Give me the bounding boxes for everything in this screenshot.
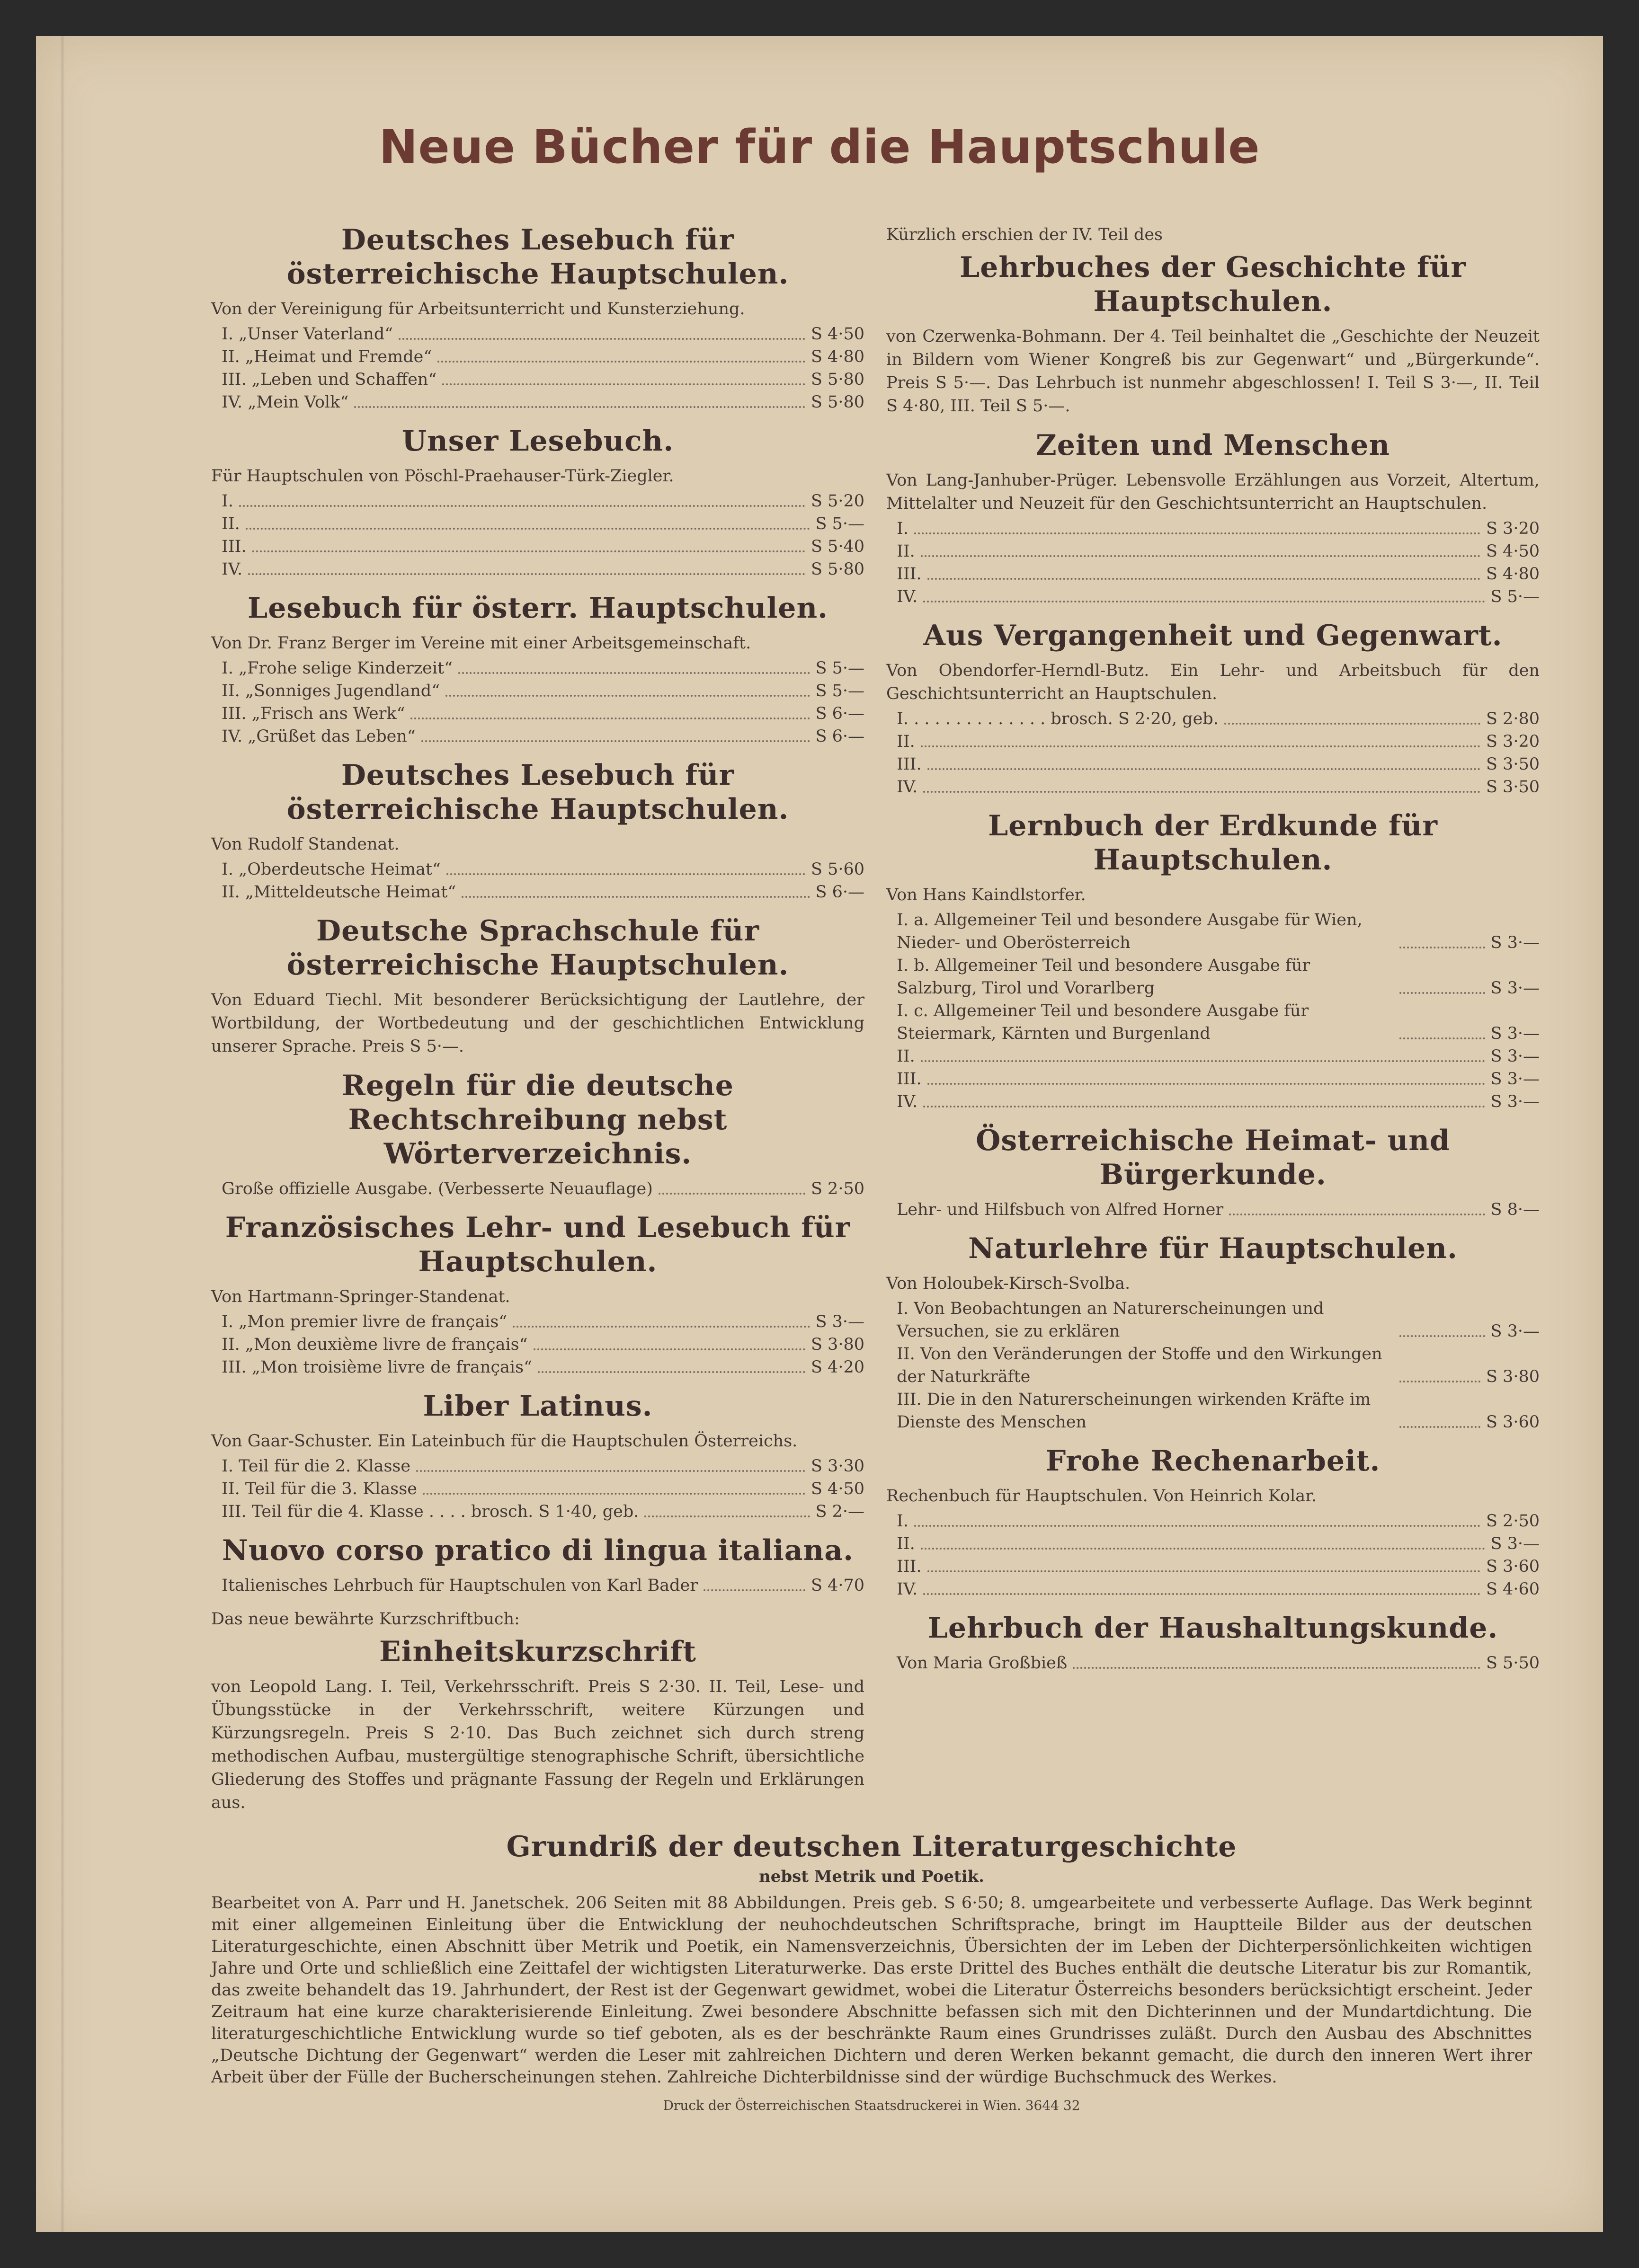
book-title: Naturlehre für Hauptschulen. (968, 1232, 1458, 1265)
price-row (886, 1388, 1540, 1434)
volume-label: III. Die in den Naturerscheinungen wirkenden Kräfte im Dienste des Menschen (897, 1390, 1371, 1432)
volume-label: I. b. Allgemeiner Teil und besondere Ausgabe für Salzburg, Tirol und Vorarlberg (897, 956, 1310, 998)
book-description: von Czerwenka-Bohmann. Der 4. Teil beinhaltet die „Geschichte der Neuzeit in Bildern vom Wiener Kongreß bis zur Gegenwart“ und „Bürgerkunde“. Preis S 5·—. Das Lehrbuch ist nunmehr abgeschlossen! I. Teil S 3·—, II. Teil S 4·80, III. Teil S 5·—. (886, 327, 1540, 416)
leader-dots (923, 1593, 1480, 1595)
price: S 3·— (1490, 1047, 1540, 1066)
book-section (886, 1124, 1540, 1221)
volume-label: I. „Frohe selige Kinderzeit“ (222, 659, 453, 678)
volume-label: I. „Mon premier livre de français“ (222, 1312, 508, 1331)
leader-dots (1399, 1381, 1480, 1382)
price-row (886, 909, 1540, 954)
price-row (886, 1297, 1540, 1343)
bottom-title: Grundriß der deutschen Literaturgeschichte (506, 1830, 1237, 1863)
leader-dots (445, 695, 810, 697)
book-section (886, 809, 1540, 1113)
leader-dots (927, 1083, 1485, 1085)
leader-dots (248, 573, 805, 575)
book-description: Rechenbuch für Hauptschulen. Von Heinrich Kolar. (886, 1487, 1317, 1506)
leader-dots (927, 1570, 1480, 1572)
volume-label: III. (897, 1070, 922, 1089)
book-section (211, 758, 864, 904)
price: S 3·— (1490, 1024, 1540, 1043)
leader-dots (437, 361, 805, 363)
leader-dots (1224, 723, 1480, 725)
leader-dots (914, 1525, 1480, 1527)
price-row (886, 1068, 1540, 1090)
volume-label: Lehr- und Hilfsbuch von Alfred Horner (897, 1200, 1224, 1219)
book-title: Lehrbuches der Geschichte für Hauptschulen. (960, 251, 1466, 318)
price: S 5·— (815, 514, 864, 533)
leader-dots (252, 550, 805, 552)
price: S 3·— (1490, 1534, 1540, 1553)
book-title: Deutsches Lesebuch für österreichische Hauptschulen. (286, 223, 789, 291)
book-title: Lernbuch der Erdkunde für Hauptschulen. (988, 809, 1438, 877)
price: S 3·— (1490, 933, 1540, 952)
price-row (211, 725, 864, 748)
volume-label: II. (897, 732, 915, 751)
leader-dots (513, 1326, 810, 1328)
price-row (886, 1555, 1540, 1578)
book-description: Von Eduard Tiechl. Mit besonderer Berücksichtigung der Lautlehre, der Wortbildung, der Wortbedeutung und der geschichtlichen Entwicklung unserer Sprache. Preis S 5·—. (211, 991, 864, 1056)
price-row (886, 708, 1540, 730)
price: S 5·— (1490, 587, 1540, 606)
price-row (211, 858, 864, 881)
book-section (886, 1231, 1540, 1434)
price-row (211, 558, 864, 581)
volume-label: II. (222, 514, 240, 533)
volume-label: IV. (897, 1092, 918, 1111)
price: S 3·50 (1486, 755, 1540, 774)
book-section (886, 1611, 1540, 1674)
price: S 3·80 (811, 1335, 864, 1354)
leader-dots (410, 718, 810, 719)
volume-label: IV. (897, 587, 918, 606)
price-row (886, 1578, 1540, 1601)
price-row (211, 1178, 864, 1200)
leader-dots (534, 1348, 805, 1350)
leader-dots (927, 768, 1480, 770)
price: S 4·50 (811, 1480, 864, 1498)
price-row (211, 1356, 864, 1379)
book-section (886, 223, 1540, 418)
book-title: Aus Vergangenheit und Gegenwart. (923, 619, 1503, 652)
book-section (211, 914, 864, 1058)
price-row (211, 1500, 864, 1523)
price: S 4·80 (1486, 565, 1540, 584)
leader-dots (923, 1106, 1485, 1107)
volume-label: I. „Oberdeutsche Heimat“ (222, 860, 441, 879)
price-row (211, 1333, 864, 1356)
book-title: Regeln für die deutsche Rechtschreibung nebst Wörterverzeichnis. (342, 1069, 734, 1170)
leader-dots (704, 1589, 805, 1591)
price: S 2·— (815, 1502, 864, 1521)
price: S 6·— (815, 727, 864, 746)
bottom-text: Bearbeitet von A. Parr und H. Janetschek. 206 Seiten mit 88 Abbildungen. Preis geb. S 6·50; 8. umgearbeitete und verbesserte Auflage. Das Werk beginnt mit einer allgemeinen Einleitung über die Entwicklung der neuhochdeutschen Schriftsprache, bringt im Hauptteile Bilder aus der deutschen Literaturgeschichte, einen Abschnitt über Metrik und Poetik, ein Namensverzeichnis, Übersichten der im Leben der Dichterpersönlichkeiten wichtigen Jahre und Orte und schließlich eine Zeittafel der wichtigsten Literaturwerke. Das erste Drittel des Buches enthält die deutsche Literatur bis zur Romantik, das zweite behandelt das 19. Jahrhundert, der Rest ist der Gegenwart gewidmet, wobei die Literatur Österreichs besonders berücksichtigt erscheint. Jeder Zeitraum hat eine kurze charakterisierende Einleitung. Zwei besondere Abschnitte befassen sich mit den Dichterinnen und der Mundartdichtung. Die literaturgeschichtliche Entwicklung wurde so tief geboten, als es der beschränkte Raum eines Grundrisses zuläßt. Durch den Ausbau des Abschnittes „Deutsche Dichtung der Gegenwart“ werden die Leser mit zahlreichen Dichtern und deren Werken bekannt gemacht, die durch den inneren Wert ihrer Arbeit über der Fülle der Bucherscheinungen stehen. Zahlreiche Dichterbildnisse sind der würdige Buchschmuck des Werkes. (211, 1894, 1532, 2087)
volume-label: III. Teil für die 4. Klasse . . . . brosch. S 1·40, geb. (222, 1502, 639, 1521)
volume-label: II. „Heimat und Fremde“ (222, 347, 432, 366)
price-row (886, 1510, 1540, 1533)
price-row (886, 954, 1540, 1000)
price-row (211, 1455, 864, 1478)
leader-dots (354, 406, 805, 408)
price: S 3·20 (1486, 519, 1540, 538)
volume-label: I. a. Allgemeiner Teil und besondere Ausgabe für Wien, Nieder- und Oberösterreich (897, 911, 1363, 952)
price-row (211, 346, 864, 368)
price-row (211, 680, 864, 702)
volume-label: I. (897, 519, 909, 538)
price-row (211, 535, 864, 558)
price-row (886, 776, 1540, 798)
book-title: Lesebuch für österr. Hauptschulen. (248, 592, 828, 625)
price-row (886, 753, 1540, 776)
volume-label: IV. (897, 778, 918, 797)
leader-dots (1399, 1037, 1485, 1039)
price-row (886, 1045, 1540, 1068)
book-section (211, 1211, 864, 1379)
volume-label: I. c. Allgemeiner Teil und besondere Ausgabe für Steiermark, Kärnten und Burgenland (897, 1001, 1309, 1043)
leader-dots (246, 528, 810, 530)
price-row (211, 1574, 864, 1597)
book-section (211, 424, 864, 581)
leader-dots (921, 745, 1480, 747)
leader-dots (644, 1515, 810, 1517)
bottom-section (211, 1830, 1532, 2113)
volume-label: III. „Mon troisième livre de français“ (222, 1358, 532, 1377)
volume-label: IV. (897, 1580, 918, 1599)
book-section (886, 619, 1540, 798)
price: S 5·80 (811, 560, 864, 579)
volume-label: II. „Mitteldeutsche Heimat“ (222, 883, 456, 902)
book-description: Von der Vereinigung für Arbeitsunterricht und Kunsterziehung. (211, 300, 745, 319)
price: S 6·— (815, 704, 864, 723)
price-row (886, 1000, 1540, 1045)
book-description: von Leopold Lang. I. Teil, Verkehrsschrift. Preis S 2·30. II. Teil, Lese- und Übungsstücke in der Verkehrsschrift, weitere Kürzungen und Kürzungsregeln. Preis S 2·10. Das Buch zeichnet sich durch streng methodischen Aufbau, mustergültige stenographische Schrift, übersichtliche Gliederung des Stoffes und prägnante Fassung der Regeln und Erklärungen aus. (211, 1677, 864, 1812)
leader-dots (921, 1060, 1485, 1062)
leader-dots (921, 555, 1480, 557)
price: S 4·80 (811, 347, 864, 366)
price: S 3·— (815, 1312, 864, 1331)
leader-dots (923, 601, 1485, 602)
volume-label: I. „Unser Vaterland“ (222, 325, 393, 344)
fold-line (61, 36, 64, 2232)
volume-label: III. (897, 565, 922, 584)
leader-dots (442, 383, 805, 385)
volume-label: III. „Frisch ans Werk“ (222, 704, 405, 723)
price: S 2·50 (1486, 1512, 1540, 1531)
leader-dots (921, 1548, 1485, 1550)
volume-label: I. . . . . . . . . . . . . . brosch. S 2·20, geb. (897, 709, 1219, 728)
leader-dots (423, 1493, 805, 1495)
price: S 3·20 (1486, 732, 1540, 751)
price-row (886, 1652, 1540, 1674)
leader-dots (399, 338, 805, 340)
price: S 3·— (1490, 1092, 1540, 1111)
volume-label: II. Teil für die 3. Klasse (222, 1480, 417, 1498)
price: S 5·— (815, 659, 864, 678)
book-description: Von Gaar-Schuster. Ein Lateinbuch für die Hauptschulen Österreichs. (211, 1432, 798, 1451)
price: S 4·50 (811, 325, 864, 344)
leader-dots (446, 873, 805, 875)
bottom-subtitle: nebst Metrik und Poetik. (758, 1867, 985, 1886)
price: S 5·20 (811, 492, 864, 511)
book-description: Von Hartmann-Springer-Standenat. (211, 1287, 510, 1306)
book-title: Liber Latinus. (423, 1390, 653, 1423)
price: S 3·60 (1486, 1413, 1540, 1432)
price: S 3·60 (1486, 1557, 1540, 1576)
poster-page (36, 36, 1603, 2232)
book-section (211, 1607, 864, 1815)
leader-dots (659, 1193, 805, 1195)
price-row (886, 585, 1540, 608)
leader-dots (462, 896, 810, 898)
book-description: Von Dr. Franz Berger im Vereine mit einer Arbeitsgemeinschaft. (211, 634, 751, 653)
book-section (211, 1533, 864, 1597)
intro-line: Kürzlich erschien der IV. Teil des (886, 225, 1163, 244)
book-title: Einheitskurzschrift (379, 1635, 696, 1668)
price: S 3·— (1490, 1070, 1540, 1089)
price-row (211, 881, 864, 904)
price: S 8·— (1490, 1200, 1540, 1219)
printer-note: Druck der Österreichischen Staatsdruckerei in Wien. 3644 32 (663, 2098, 1080, 2113)
page-title: Neue Bücher für die Hauptschule (379, 120, 1260, 174)
price: S 3·80 (1486, 1367, 1540, 1386)
book-description: Von Hans Kaindlstorfer. (886, 886, 1086, 904)
volume-label: III. (222, 537, 247, 556)
volume-label: IV. „Grüßet das Leben“ (222, 727, 416, 746)
leader-dots (421, 740, 810, 742)
price: S 2·80 (1486, 709, 1540, 728)
leader-dots (1229, 1214, 1485, 1215)
price: S 3·— (1490, 1322, 1540, 1341)
price: S 4·20 (811, 1358, 864, 1377)
leader-dots (1399, 1426, 1480, 1428)
left-column (211, 223, 864, 1825)
volume-label: I. Teil für die 2. Klasse (222, 1457, 411, 1476)
price-row (211, 368, 864, 391)
price: S 5·40 (811, 537, 864, 556)
book-section (211, 1069, 864, 1200)
leader-dots (1399, 992, 1485, 994)
price: S 5·— (815, 682, 864, 700)
volume-label: IV. „Mein Volk“ (222, 393, 349, 412)
price-row (211, 323, 864, 346)
price: S 4·70 (811, 1576, 864, 1595)
price-row (211, 702, 864, 725)
volume-label: Große offizielle Ausgabe. (Verbesserte Neuauflage) (222, 1179, 653, 1198)
volume-label: II. Von den Veränderungen der Stoffe und den Wirkungen der Naturkräfte (897, 1345, 1382, 1386)
price: S 3·50 (1486, 778, 1540, 797)
price: S 4·50 (1486, 542, 1540, 561)
volume-label: I. (897, 1512, 909, 1531)
book-title: Nuovo corso pratico di lingua italiana. (222, 1534, 854, 1567)
volume-label: I. (222, 492, 233, 511)
leader-dots (927, 578, 1480, 580)
volume-label: III. „Leben und Schaffen“ (222, 370, 437, 389)
book-section (211, 223, 864, 414)
intro-line: Das neue bewährte Kurzschriftbuch: (211, 1610, 520, 1629)
book-title: Österreichische Heimat- und Bürgerkunde. (976, 1124, 1450, 1191)
volume-label: IV. (222, 560, 243, 579)
price-row (886, 1343, 1540, 1388)
price: S 3·— (1490, 979, 1540, 998)
volume-label: II. (897, 1047, 915, 1066)
book-title: Deutsche Sprachschule für österreichische Hauptschulen. (286, 914, 789, 982)
volume-label: II. (897, 1534, 915, 1553)
price-row (211, 391, 864, 414)
book-section (886, 1444, 1540, 1601)
price-row (886, 1090, 1540, 1113)
book-description: Von Holoubek-Kirsch-Svolba. (886, 1274, 1131, 1293)
book-description: Für Hauptschulen von Pöschl-Praehauser-Türk-Ziegler. (211, 467, 674, 486)
book-description: Von Obendorfer-Herndl-Butz. Ein Lehr- und Arbeitsbuch für den Geschichtsunterricht an Hauptschulen. (886, 661, 1540, 703)
volume-label: II. „Mon deuxième livre de français“ (222, 1335, 528, 1354)
leader-dots (1073, 1667, 1480, 1669)
volume-label: Italienisches Lehrbuch für Hauptschulen von Karl Bader (222, 1576, 698, 1595)
book-title: Deutsches Lesebuch für österreichische Hauptschulen. (286, 759, 789, 826)
book-description: Von Lang-Janhuber-Prüger. Lebensvolle Erzählungen aus Vorzeit, Altertum, Mittelalter und Neuzeit für den Geschichtsunterricht an Hauptschulen. (886, 471, 1540, 513)
right-column (886, 223, 1540, 1685)
leader-dots (416, 1470, 805, 1472)
leader-dots (923, 791, 1480, 793)
price: S 5·80 (811, 393, 864, 412)
price-row (886, 540, 1540, 563)
volume-label: I. Von Beobachtungen an Naturerscheinungen und Versuchen, sie zu erklären (897, 1299, 1324, 1341)
leader-dots (914, 532, 1480, 534)
book-description: Von Rudolf Standenat. (211, 835, 400, 854)
price: S 5·50 (1486, 1654, 1540, 1673)
price: S 4·60 (1486, 1580, 1540, 1599)
volume-label: II. „Sonniges Jugendland“ (222, 682, 440, 700)
book-title: Frohe Rechenarbeit. (1045, 1444, 1381, 1478)
volume-label: Von Maria Großbieß (897, 1654, 1068, 1673)
volume-label: III. (897, 755, 922, 774)
leader-dots (1399, 1335, 1485, 1337)
price: S 3·30 (811, 1457, 864, 1476)
price-row (886, 730, 1540, 753)
book-title: Zeiten und Menschen (1035, 429, 1390, 462)
book-title: Lehrbuch der Haushaltungskunde. (927, 1612, 1498, 1645)
price-row (211, 490, 864, 513)
leader-dots (538, 1371, 805, 1373)
leader-dots (458, 672, 810, 674)
book-title: Französisches Lehr- und Lesebuch für Hauptschulen. (225, 1211, 851, 1278)
book-title: Unser Lesebuch. (401, 425, 674, 458)
price: S 5·60 (811, 860, 864, 879)
price: S 5·80 (811, 370, 864, 389)
price-row (211, 1478, 864, 1500)
price: S 6·— (815, 883, 864, 902)
volume-label: II. (897, 542, 915, 561)
price-row (886, 1198, 1540, 1221)
book-section (211, 1389, 864, 1523)
price-row (886, 1533, 1540, 1555)
price-row (211, 1311, 864, 1333)
book-section (886, 428, 1540, 608)
price-row (211, 513, 864, 535)
leader-dots (1399, 947, 1485, 948)
volume-label: III. (897, 1557, 922, 1576)
price-row (211, 657, 864, 680)
price-row (886, 517, 1540, 540)
book-section (211, 591, 864, 748)
price: S 2·50 (811, 1179, 864, 1198)
leader-dots (239, 505, 805, 507)
price-row (886, 563, 1540, 585)
